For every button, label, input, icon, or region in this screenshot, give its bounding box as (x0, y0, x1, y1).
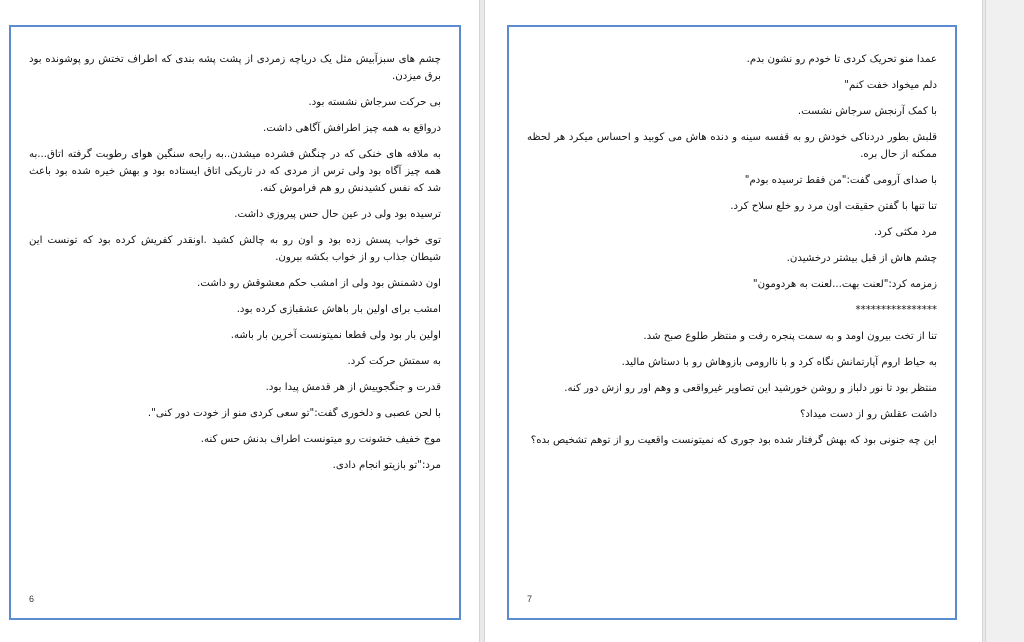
page-text-left (29, 51, 441, 483)
paragraph: به ملافه های خنکی که در چنگش فشرده میشدن..به رایحه سنگین هوای رطوبت گرفته اتاق...به همه چیز آگاه بود ولی ترس از مردی که در تاریکی اتاق ایستاده بود و بهش خیره شده بود باعث شد که نفس کشیدنش رو هم فراموش کنه. (29, 149, 441, 194)
paragraph: به حیاط اروم آپارتمانش نگاه کرد و با ناارومی بازوهاش رو با دستاش مالید. (621, 357, 937, 368)
paragraph: تنا از تخت بیرون اومد و به سمت پنجره رفت و منتظر طلوع صبح شد. (643, 331, 937, 342)
paragraph: مرد:"تو بازیتو انجام دادی. (332, 460, 441, 471)
paragraph: قلبش بطور دردناکی خودش رو به قفسه سینه و دنده هاش می کوبید و احساس میکرد هر لحظه ممکنه از حال بره. (527, 132, 937, 160)
paragraph: منتظر بود تا نور دلباز و روشن خورشید این تصاویر غیرواقعی و وهم اور رو ازش دور کنه. (564, 383, 937, 394)
page-number: 6 (29, 594, 35, 604)
page-number: 7 (527, 594, 533, 604)
page-6 (0, 0, 479, 642)
page-border (9, 25, 461, 620)
paragraph: زمزمه کرد:"لعنت بهت...لعنت به هردومون" (752, 279, 937, 290)
paragraph: با لحن عصبی و دلخوری گفت:"تو سعی کردی منو از خودت دور کنی". (147, 408, 441, 419)
scroll-gutter[interactable] (985, 0, 1024, 642)
page-7 (485, 0, 982, 642)
paragraph: ترسیده بود ولی در عین حال حس پیروزی داشت. (234, 209, 441, 220)
page-text-right (527, 51, 937, 458)
paragraph: دلم میخواد خفت کنم" (844, 80, 937, 91)
paragraph: به سمتش حرکت کرد. (347, 356, 441, 367)
paragraph: داشت عقلش رو از دست میداد؟ (799, 409, 937, 420)
paragraph: امشب برای اولین بار باهاش عشقبازی کرده بود. (236, 304, 441, 315)
paragraph: مرد مکثی کرد. (874, 227, 937, 238)
paragraph: عمدا منو تحریک کردی تا خودم رو نشون بدم. (746, 54, 937, 65)
paragraph: درواقع به همه چیز اطرافش آگاهی داشت. (263, 123, 441, 134)
paragraph: این چه جنونی بود که بهش گرفتار شده بود جوری که نمیتونست واقعیت رو از توهم تشخیص بده؟ (530, 435, 937, 446)
section-separator: **************** (855, 305, 937, 316)
paragraph: با کمک آرنجش سرجاش نشست. (797, 106, 937, 117)
paragraph: اولین بار بود ولی قطعا نمیتونست آخرین بار باشه. (230, 330, 441, 341)
paragraph: چشم های سبزآبیش مثل یک دریاچه زمردی از پشت پشه بندی که اطراف تختش رو پوشونده بود برق میزدن. (29, 54, 441, 82)
paragraph: قدرت و جنگجوییش از هر قدمش پیدا بود. (265, 382, 441, 393)
page-border (507, 25, 957, 620)
paragraph: اون دشمنش بود ولی از امشب حکم معشوقش رو داشت. (197, 278, 441, 289)
paragraph: موج خفیف خشونت رو میتونست اطراف بدنش حس کنه. (200, 434, 441, 445)
paragraph: چشم هاش از قبل بیشتر درخشیدن. (786, 253, 937, 264)
paragraph: تنا تنها با گفتن حقیقت اون مرد رو خلع سلاح کرد. (730, 201, 937, 212)
paragraph: با صدای آرومی گفت:"من فقط ترسیده بودم" (744, 175, 937, 186)
paragraph: بی حرکت سرجاش نشسته بود. (308, 97, 441, 108)
paragraph: توی خواب پسش زده بود و اون رو به چالش کشید .اونقدر کفریش کرده بود که تونست این شیطان جذاب رو از خواب بکشه بیرون. (29, 235, 441, 263)
